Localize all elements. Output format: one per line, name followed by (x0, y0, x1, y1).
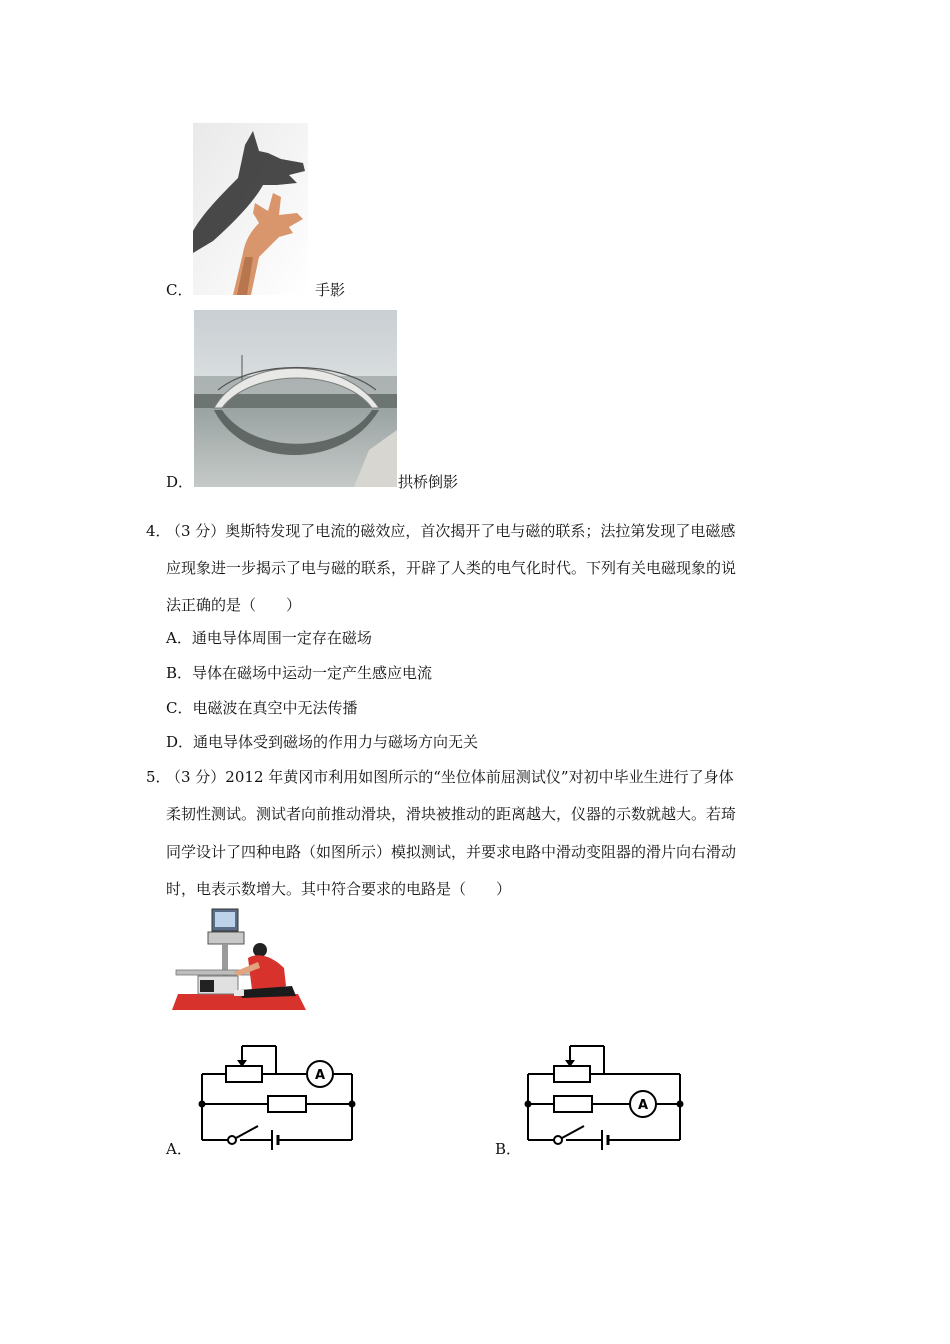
option-d-letter: D． (166, 473, 194, 491)
ammeter-symbol-b: A (637, 1098, 649, 1113)
ammeter-symbol-a: A (314, 1068, 326, 1083)
option-c-letter: C． (166, 281, 193, 299)
q4-stem-line-1: （3 分）奥斯特发现了电流的磁效应，首次揭开了电与磁的联系；法拉第发现了电磁感 (166, 522, 736, 540)
arch-bridge-image (194, 310, 397, 487)
circuit-diagram-a (192, 1038, 362, 1156)
q4-option-c: C．电磁波在真空中无法传播 (166, 699, 358, 717)
hand-shadow-image (193, 123, 308, 295)
option-c-label: 手影 (315, 281, 346, 299)
q5-stem-line-4: 时，电表示数增大。其中符合要求的电路是（ ） (166, 880, 512, 898)
q4-option-a: A．通电导体周围一定存在磁场 (166, 629, 372, 647)
flexibility-tester-image (168, 906, 308, 1014)
q5-stem-line-3: 同学设计了四种电路（如图所示）模拟测试，并要求电路中滑动变阻器的滑片向右滑动 (166, 843, 737, 861)
q5-option-a-letter: A． (166, 1140, 192, 1158)
q5-stem-line-1: （3 分）2012 年黄冈市利用如图所示的“坐位体前屈测试仪”对初中毕业生进行了身体 (166, 768, 734, 786)
q5-option-b-letter: B． (495, 1140, 522, 1158)
q4-option-d: D．通电导体受到磁场的作用力与磁场方向无关 (166, 733, 479, 751)
circuit-diagram-b (518, 1038, 688, 1156)
q4-stem-line-2: 应现象进一步揭示了电与磁的联系，开辟了人类的电气化时代。下列有关电磁现象的说 (166, 559, 737, 577)
q4-number: 4． (146, 522, 171, 540)
q5-stem-line-2: 柔韧性测试。测试者向前推动滑块，滑块被推动的距离越大，仪器的示数就越大。若琦 (166, 805, 737, 823)
q5-number: 5． (146, 768, 171, 786)
q4-option-b: B．导体在磁场中运动一定产生感应电流 (166, 664, 433, 682)
option-d-label: 拱桥倒影 (398, 473, 459, 491)
q4-stem-line-3: 法正确的是（ ） (166, 596, 302, 614)
